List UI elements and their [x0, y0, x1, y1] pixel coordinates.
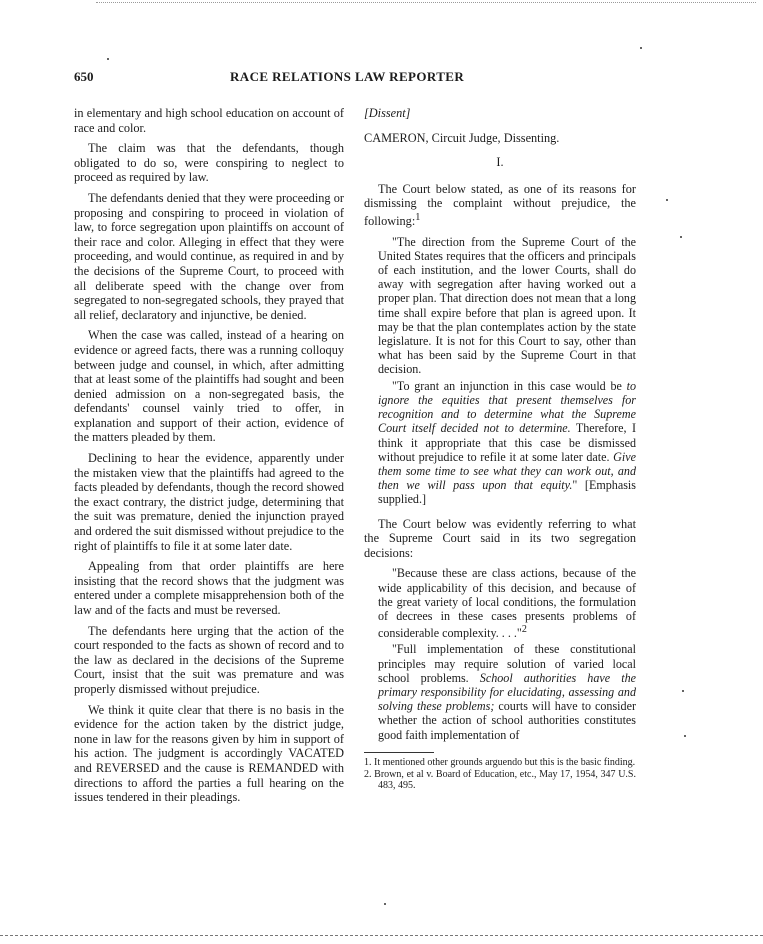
- quote-paragraph: [378, 566, 636, 640]
- footnote: 1. It mentioned other grounds arguendo but this is the basic finding.: [364, 756, 636, 768]
- quote-emphasis: School authorities have the primary responsibility for elucidating, assessing and solving these problems;: [378, 670, 637, 714]
- page-number: 650: [74, 69, 94, 84]
- paragraph: The defendants denied that they were proceeding or proposing and conspiring to proceed in violation of law, to force segregation upon plaintiffs on account of their race and color. Alleging in effect that they were proceeding, and would continue, as required in and by the decisions of the Supreme Court, to proceed with all deliberate speed with the change over from segregated to non-segregated schools, they prayed that all relief, declaratory and injunctive, be denied.: [74, 190, 344, 322]
- quote-block: [378, 235, 636, 507]
- quote-paragraph: "The direction from the Supreme Court of the United States requires that the officers and principals of each institution, and the lower Courts, shall do away with segregation after having worked out a proper plan. That direction does not mean that a long time shall expire before that plan is agreed upon. It may be that the plan contemplates action by the state legislature. It is not for this Court to say, other than what has been said by the Supreme Court in that decision.: [378, 234, 636, 377]
- intro-text: The Court below stated, as one of its reasons for dismissing the complaint without prejudice, the following:: [364, 181, 636, 229]
- paragraph: When the case was called, instead of a hearing on evidence or agreed facts, there was a running colloquy between judge and counsel, in which, after admitting that at least some of the plaintiffs had sought and been denied admission on a non-segregated basis, the defendants' counsel vainly tried to offer, in explanation and support of their action, evidence of the matters pleaded by them.: [74, 328, 344, 445]
- scan-speck: [384, 903, 386, 905]
- quote-paragraph: [378, 642, 636, 741]
- quote-text: "Full implementation of these constitutional principles may require solution of varied local school problems.: [378, 642, 636, 685]
- running-head: RACE RELATIONS LAW REPORTER: [230, 69, 465, 84]
- quote-emphasis: Give them some time to see what they can work out, and then we will pass upon that equity.: [378, 449, 636, 493]
- quote-text: "Because these are class actions, because of the wide applicability of this decision, and because of the great variety of local conditions, the formulation of decrees in these cases presents problems of considerable complexity. . . .": [378, 566, 636, 641]
- footnote-ref: 1: [415, 211, 421, 223]
- quote-text: Therefore, I think it appropriate that this case be dismissed without prejudice to refile it at some later date.: [378, 421, 636, 464]
- scan-speck: [640, 47, 642, 49]
- left-column: [74, 106, 344, 811]
- quote-text: "To grant an injunction in this case would be: [392, 378, 627, 393]
- paragraph: The defendants here urging that the action of the court responded to the facts as shown of record and to the law as declared in the decisions of the Supreme Court, insist that the suit was premature and was properly dismissed without prejudice.: [74, 623, 344, 696]
- paragraph: Appealing from that order plaintiffs are here insisting that the record shows that the judgment was entered under a complete misapprehension both of the law and of the facts and must be reversed.: [74, 559, 344, 617]
- intro-paragraph: [364, 182, 636, 229]
- quote-text: " [Emphasis supplied.]: [378, 478, 636, 507]
- quote-text: courts will have to consider whether the action of school authorities constitutes good faith implementation of: [378, 699, 636, 742]
- judge-line: CAMERON, Circuit Judge, Dissenting.: [364, 130, 560, 145]
- paragraph: We think it quite clear that there is no basis in the evidence for the action taken by the district judge, none in law for the reasons given by him in support of his action. The judgment is accordingly VACATED and REVERSED and the cause is REMANDED with directions to afford the parties a full hearing on the issues tendered in their pleadings.: [74, 702, 344, 805]
- footnotes: [364, 757, 636, 791]
- footnote: 2. Brown, et al v. Board of Education, etc., May 17, 1954, 347 U.S. 483, 495.: [364, 768, 636, 791]
- scan-top-edge: [96, 2, 756, 3]
- paragraph: The claim was that the defendants, though obligated to do so, were conspiring to neglect to proceed as required by law.: [74, 141, 344, 185]
- scan-speck: [682, 690, 684, 692]
- section-number: I.: [496, 155, 504, 170]
- paragraph: in elementary and high school education on account of race and color.: [74, 106, 344, 135]
- scan-speck: [680, 236, 682, 238]
- right-column: [364, 106, 636, 792]
- footnote-rule: [364, 752, 434, 753]
- quote-paragraph: [378, 379, 636, 507]
- scan-speck: [107, 58, 109, 60]
- footnote-ref: 2: [521, 624, 527, 636]
- paragraph: Declining to hear the evidence, apparently under the mistaken view that the plaintiffs had agreed to the facts pleaded by defendants, though the record showed the exact contrary, the district judge, determining that the suit was premature, denied the injunction prayed and ordered the suit dismissed without prejudice to the right of plaintiffs to file it at some later date.: [74, 451, 344, 553]
- quote-emphasis: to ignore the equities that present themselves for recognition and to determine what the Supreme Court itself decided not to determine.: [378, 378, 636, 436]
- scan-speck: [666, 199, 668, 201]
- scan-speck: [684, 735, 686, 737]
- scan-bottom-edge: [0, 935, 763, 936]
- bridge-paragraph: The Court below was evidently referring to what the Supreme Court said in its two segregation decisions:: [364, 516, 636, 560]
- dissent-tag: [Dissent]: [364, 106, 411, 120]
- quote-block: [378, 566, 636, 741]
